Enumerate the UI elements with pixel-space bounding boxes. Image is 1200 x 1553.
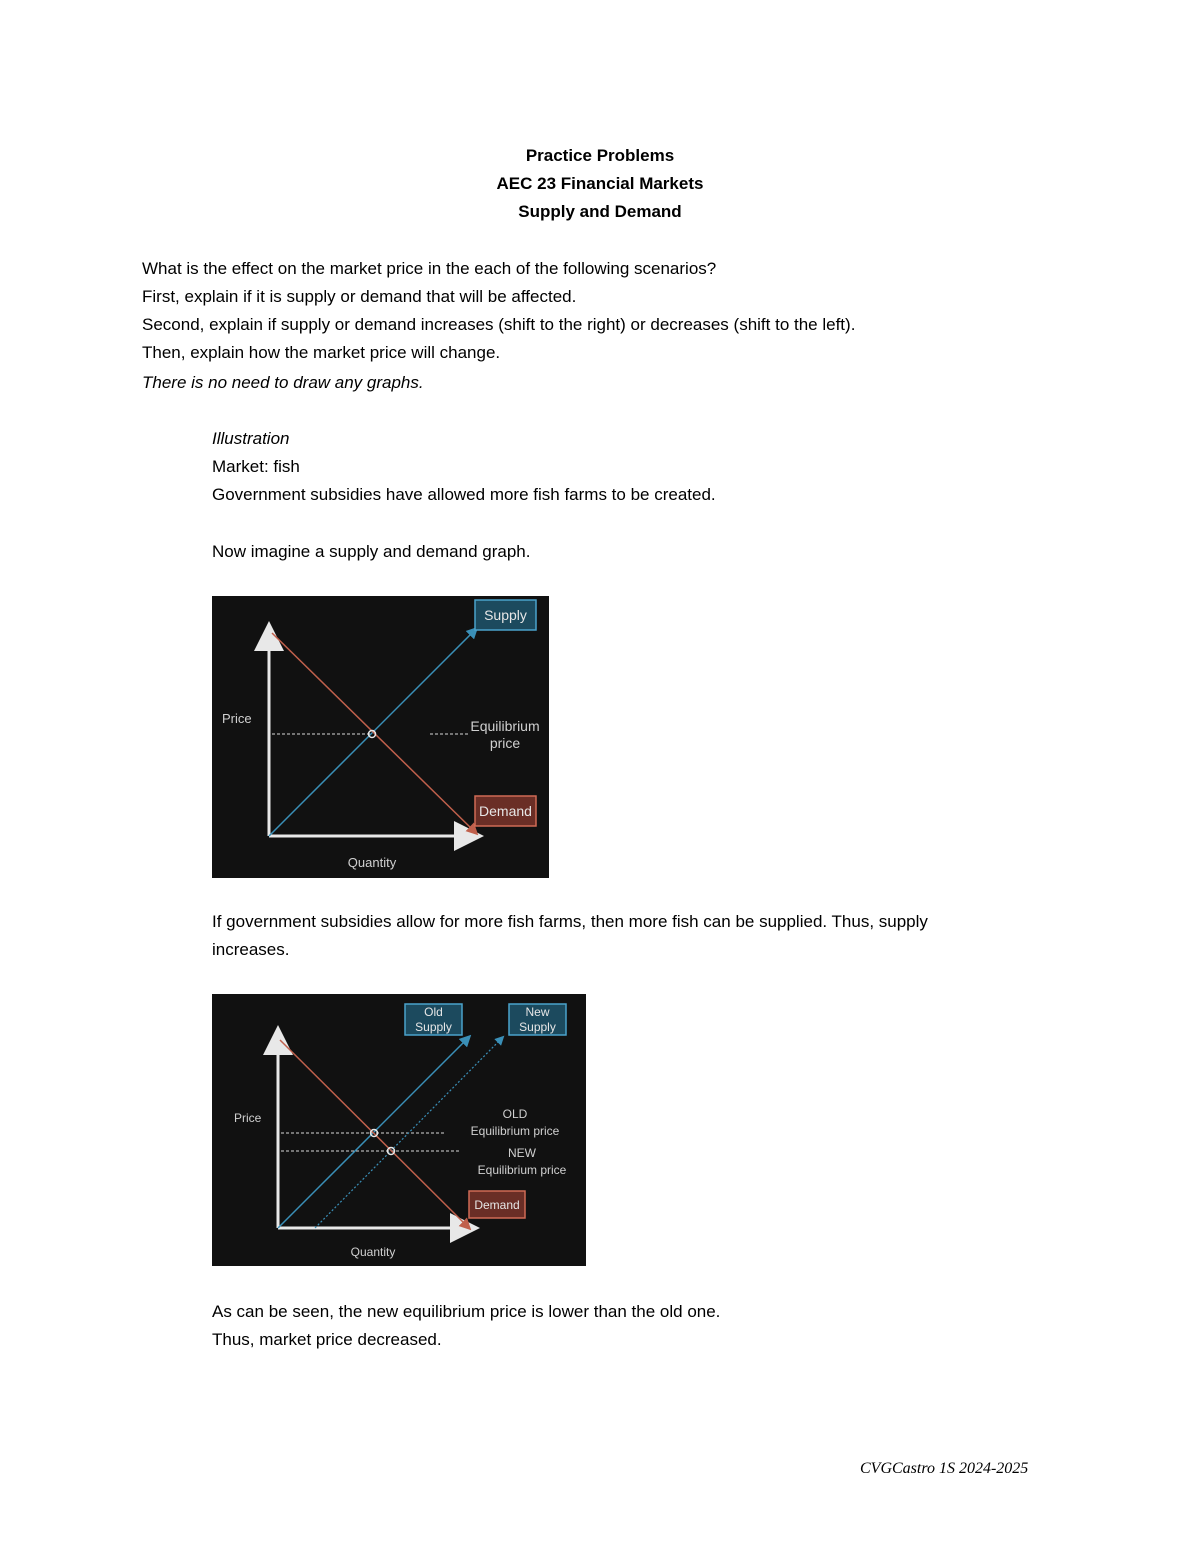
- topic-title: Supply and Demand: [518, 202, 682, 221]
- illustration-imagine: Now imagine a supply and demand graph.: [212, 542, 531, 561]
- illustration-heading: Illustration: [212, 429, 290, 448]
- equilibrium-label-1: Equilibrium: [470, 718, 540, 734]
- new-supply-label-1: New: [525, 1005, 550, 1019]
- intro-note: There is no need to draw any graphs.: [142, 373, 424, 392]
- demand-label: Demand: [479, 803, 532, 819]
- new-equilibrium-label-1: NEW: [508, 1146, 536, 1160]
- intro-step-3: Then, explain how the market price will change.: [142, 343, 501, 362]
- quantity-axis-label: Quantity: [350, 1245, 396, 1259]
- intro-step-1: First, explain if it is supply or demand that will be affected.: [142, 287, 577, 306]
- old-equilibrium-label-2: Equilibrium price: [470, 1124, 560, 1138]
- demand-curve: [272, 633, 474, 831]
- quantity-axis-label: Quantity: [347, 855, 397, 870]
- intro-question: What is the effect on the market price in the each of the following scenarios?: [142, 259, 717, 278]
- doc-title: Practice Problems: [525, 146, 675, 165]
- equilibrium-label-2: price: [489, 735, 521, 751]
- course-title: AEC 23 Financial Markets: [496, 174, 704, 193]
- explanation-line-1: If government subsidies allow for more fish farms, then more fish can be supplied. Thus, supply: [212, 912, 928, 931]
- illustration-scenario: Government subsidies have allowed more fish farms to be created.: [212, 485, 716, 504]
- old-supply-label-1: Old: [424, 1005, 443, 1019]
- new-supply-label-2: Supply: [519, 1020, 556, 1034]
- supply-demand-graph: [212, 596, 549, 878]
- price-axis-label: Price: [222, 711, 252, 726]
- supply-label: Supply: [484, 607, 527, 623]
- old-equilibrium-label-1: OLD: [502, 1107, 528, 1121]
- conclusion-line-1: As can be seen, the new equilibrium price is lower than the old one.: [212, 1302, 721, 1321]
- supply-shift-graph: [212, 994, 586, 1266]
- footer-author: CVGCastro 1S 2024-2025: [860, 1460, 1029, 1477]
- explanation-line-2: increases.: [212, 940, 290, 959]
- demand-label: Demand: [474, 1198, 520, 1212]
- new-equilibrium-label-2: Equilibrium price: [477, 1163, 567, 1177]
- intro-step-2: Second, explain if supply or demand increases (shift to the right) or decreases (shift to the left).: [142, 315, 856, 334]
- old-supply-label-2: Supply: [415, 1020, 452, 1034]
- conclusion-line-2: Thus, market price decreased.: [212, 1330, 442, 1349]
- price-axis-label: Price: [234, 1111, 262, 1125]
- illustration-market: Market: fish: [212, 457, 300, 476]
